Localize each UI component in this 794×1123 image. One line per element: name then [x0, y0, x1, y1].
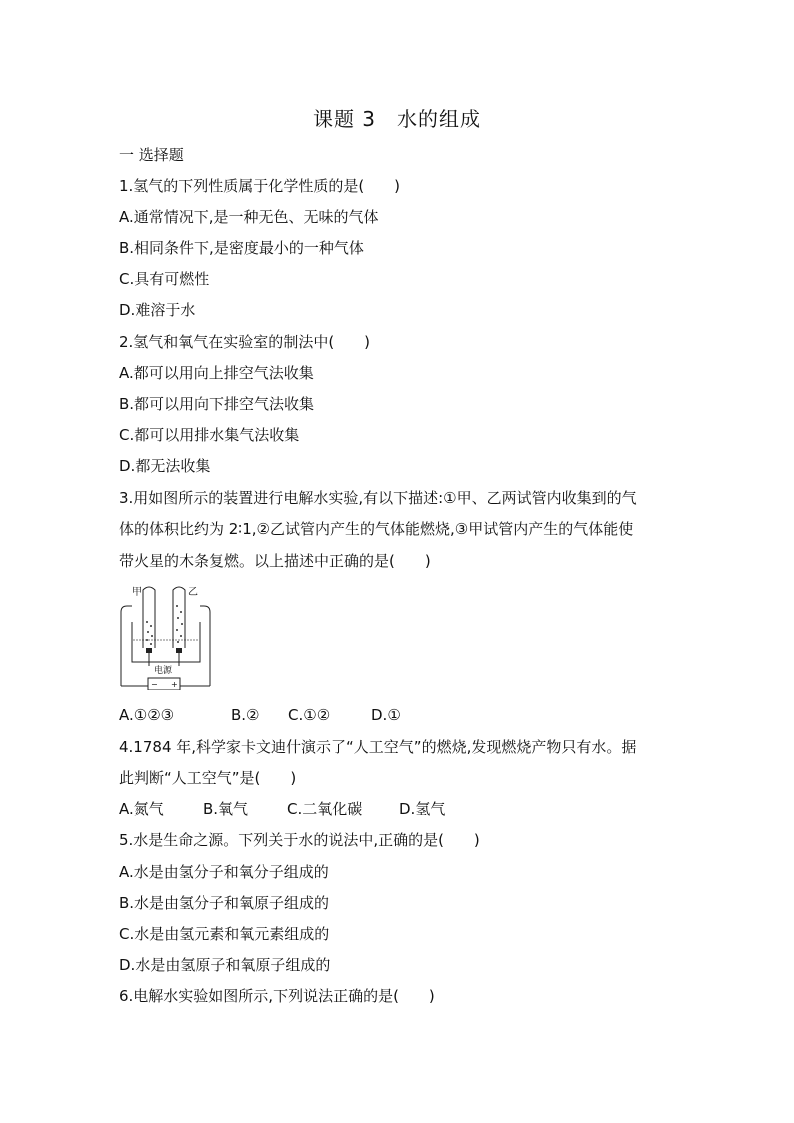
question-4-stem-line-2: 此判断“人工空气”是( ) [119, 769, 297, 787]
question-1-option-d: D.难溶于水 [119, 301, 196, 319]
section-heading: 一 选择题 [119, 146, 184, 164]
electrolysis-apparatus-figure [118, 582, 214, 690]
question-3-option-b: B.② [231, 706, 260, 724]
question-5-option-a: A.水是由氢分子和氧分子组成的 [119, 863, 329, 881]
question-2-option-c: C.都可以用排水集气法收集 [119, 426, 300, 444]
question-3-option-a: A.①②③ [119, 706, 175, 724]
question-1-stem: 1.氢气的下列性质属于化学性质的是( ) [119, 177, 401, 195]
question-4-option-d: D.氢气 [399, 800, 446, 818]
electrolysis-diagram [118, 582, 214, 690]
question-1-option-a: A.通常情况下,是一种无色、无味的气体 [119, 208, 379, 226]
water-trough [132, 622, 200, 662]
bubbles-yi [176, 605, 183, 643]
question-1-option-c: C.具有可燃性 [119, 270, 210, 288]
power-plus-sign: + [171, 680, 178, 689]
electrode-right [176, 648, 182, 653]
tube-jia [143, 587, 155, 648]
question-2-option-b: B.都可以用向下排空气法收集 [119, 395, 315, 413]
power-minus-sign: − [151, 680, 158, 689]
question-3-stem-line-3: 带火星的木条复燃。以上描述中正确的是( ) [119, 552, 431, 570]
question-2-option-d: D.都无法收集 [119, 457, 211, 475]
tube-label-yi: 乙 [188, 587, 198, 598]
left-wire [121, 606, 132, 686]
question-1-option-b: B.相同条件下,是密度最小的一种气体 [119, 239, 364, 257]
question-6-stem: 6.电解水实验如图所示,下列说法正确的是( ) [119, 987, 435, 1005]
question-3-stem-line-2: 体的体积比约为 2∶1,②乙试管内产生的气体能燃烧,③甲试管内产生的气体能使 [119, 520, 634, 538]
question-5-option-d: D.水是由氢原子和氧原子组成的 [119, 956, 331, 974]
power-source-label: 电源 [154, 666, 173, 676]
question-3-stem-line-1: 3.用如图所示的装置进行电解水实验,有以下描述:①甲、乙两试管内收集到的气 [119, 489, 637, 507]
tube-yi [173, 587, 185, 648]
bubbles-jia [146, 621, 153, 645]
question-4-stem-line-1: 4.1784 年,科学家卡文迪什演示了“人工空气”的燃烧,发现燃烧产物只有水。据 [119, 738, 637, 756]
question-5-option-c: C.水是由氢元素和氧元素组成的 [119, 925, 330, 943]
question-2-option-a: A.都可以用向上排空气法收集 [119, 364, 314, 382]
question-4-options [119, 799, 445, 819]
electrode-left [146, 648, 152, 653]
tube-label-jia: 甲 [132, 587, 142, 598]
question-4-option-c: C.二氧化碳 [287, 800, 363, 818]
question-5-stem: 5.水是生命之源。下列关于水的说法中,正确的是( ) [119, 831, 480, 849]
right-wire [200, 606, 210, 686]
question-3-options [119, 705, 401, 725]
question-4-option-a: A.氮气 [119, 800, 164, 818]
question-2-stem: 2.氢气和氧气在实验室的制法中( ) [119, 333, 371, 351]
question-3-option-d: D.① [371, 706, 401, 724]
question-3-option-c: C.①② [288, 706, 331, 724]
question-5-option-b: B.水是由氢分子和氧原子组成的 [119, 894, 330, 912]
page-title: 课题 3 水的组成 [312, 107, 482, 131]
question-4-option-b: B.氧气 [203, 800, 249, 818]
